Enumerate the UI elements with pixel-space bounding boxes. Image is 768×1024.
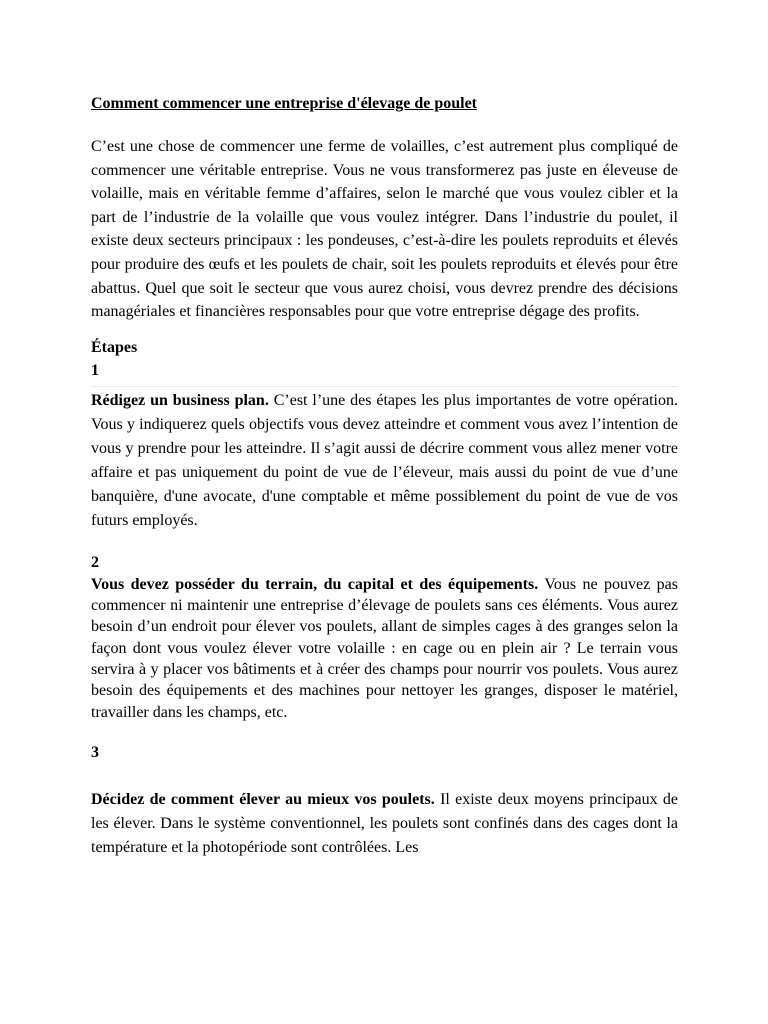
document-page bbox=[91, 93, 678, 860]
intro-paragraph: C’est une chose de commencer une ferme de volailles, c’est autrement plus compliqué de commencer une véritable entreprise. Vous ne vous transformerez pas juste en éleveuse de volaille, mais en véritable femme d’affaires, selon le marché que vous voulez cibler et la part de l’industrie de la volaille que vous voulez intégrer. Dans l’industrie du poulet, il existe deux secteurs principaux : les pondeuses, c’est-à-dire les poulets reproduits et élevés pour produire des œufs et les poulets de chair, soit les poulets reproduits et élevés pour être abattus. Quel que soit le secteur que vous aurez choisi, vous devrez prendre des décisions managériales et financières responsables pour que votre entreprise dégage des profits. bbox=[91, 138, 678, 321]
document-title: Comment commencer une entreprise d'élevage de poulet bbox=[91, 95, 477, 112]
steps-heading: Étapes bbox=[91, 338, 138, 356]
step-3-number: 3 bbox=[91, 743, 99, 761]
step-3-text: Il existe deux moyens principaux de les élever. Dans le système conventionnel, les poulets sont confinés dans des cages dont la température et la photopériode sont contrôlées. Les bbox=[91, 790, 679, 856]
step-2-paragraph bbox=[91, 574, 678, 723]
step-1-text: C’est l’une des étapes les plus importantes de votre opération. Vous y indiquerez quels objectifs vous devez atteindre et comment vous avez l’intention de vous y prendre pour les atteindre. Il s’agit aussi de décrire comment vous allez mener votre affaire et pas uniquement du point de vue de l’éleveur, mais aussi du point de vue d’une banquière, d'une avocate, d'une comptable et même possiblement du point de vue de vos futurs employés. bbox=[91, 391, 678, 529]
step-1-paragraph bbox=[91, 389, 678, 533]
step-2-number: 2 bbox=[91, 553, 99, 571]
step-2-lead: Vous devez posséder du terrain, du capital et des équipements. bbox=[91, 575, 539, 593]
step-1-number: 1 bbox=[91, 359, 678, 387]
step-2-text: Vous ne pouvez pas commencer ni maintenir une entreprise d’élevage de poulets sans ces éléments. Vous aurez besoin d’un endroit pour élever vos poulets, allant de simples cages à des granges selon la façon dont vous voulez élever votre volaille : en cage ou en plein air ? Le terrain vous servira à y placer vos bâtiments et à créer des champs pour nourrir vos poulets. Vous aurez besoin des équipements et des machines pour nettoyer les granges, disposer le matériel, travailler dans les champs, etc. bbox=[91, 575, 678, 721]
step-3-paragraph bbox=[91, 788, 678, 860]
step-1-lead: Rédigez un business plan. bbox=[91, 391, 269, 409]
step-3-lead: Décidez de comment élever au mieux vos poulets. bbox=[91, 790, 435, 808]
